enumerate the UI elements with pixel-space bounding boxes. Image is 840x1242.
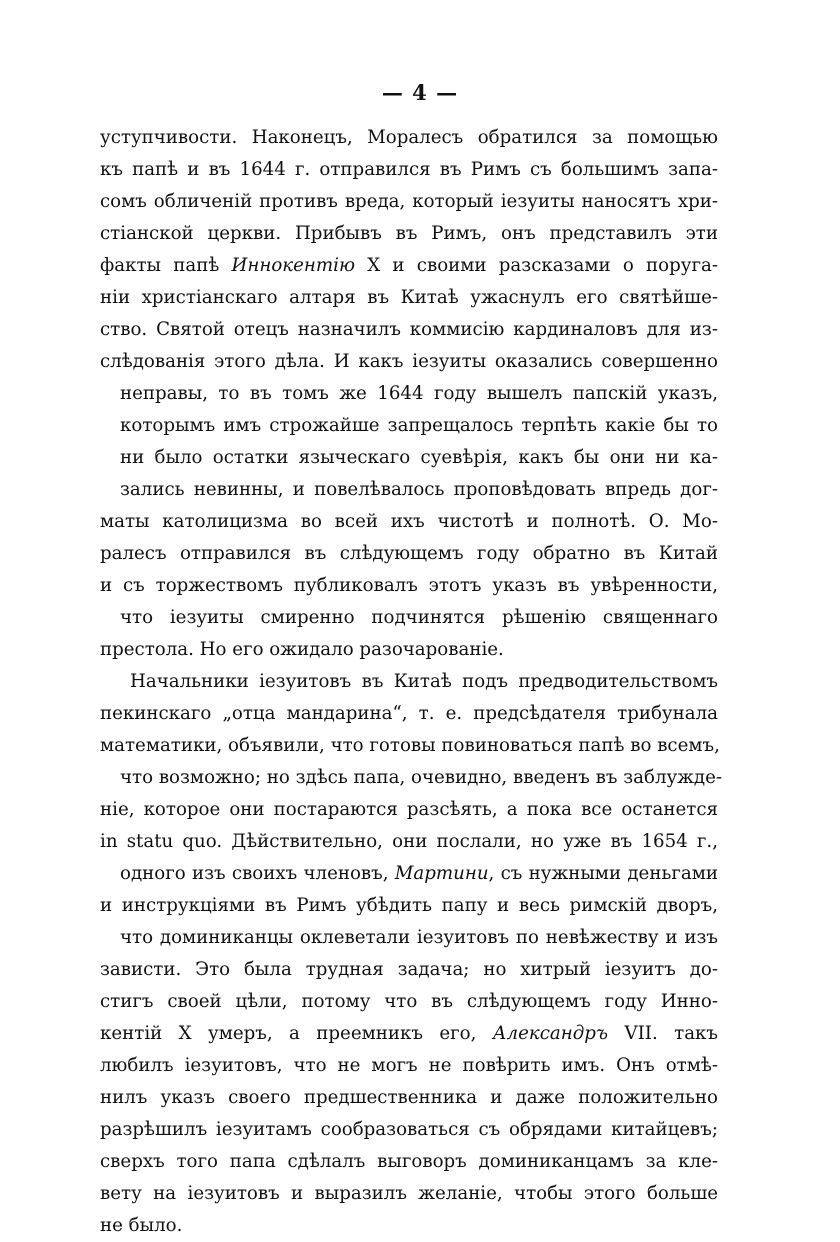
text-line: ралесъ отправился въ слѣдующемъ году обратно въ Китай xyxy=(100,543,718,564)
text-line: сверхъ того папа сдѣлалъ выговоръ доминиканцамъ за кле- xyxy=(100,1151,718,1172)
text-line: Начальники іезуитовъ въ Китаѣ подъ предводительствомъ xyxy=(130,671,718,692)
text-line: пекинскаго „отца мандарина“, т. е. предсѣдателя трибунала xyxy=(100,703,718,724)
text-line: ніи христіанскаго алтаря въ Китаѣ ужаснулъ его святѣйше- xyxy=(100,287,718,308)
text-line: стіанской церкви. Прибывъ въ Римъ, онъ представилъ эти xyxy=(100,223,718,244)
text-line: ство. Святой отецъ назначилъ коммисію кардиналовъ для из- xyxy=(100,319,718,340)
text-line: слѣдованія этого дѣла. И какъ іезуиты оказались совершенно xyxy=(100,351,718,372)
paragraph-2 xyxy=(100,666,723,1242)
text-line: зались невинны, и повелѣвалось проповѣдовать впредь дог- xyxy=(120,479,718,500)
text-line: ни было остатки языческаго суевѣрія, какъ бы они ни ка- xyxy=(120,447,718,468)
text-line: зависти. Это была трудная задача; но хитрый іезуитъ до- xyxy=(100,959,718,980)
text-line: неправы, то въ томъ же 1644 году вышелъ папскій указъ, xyxy=(120,383,718,404)
text-line: которымъ имъ строжайше запрещалось терпѣть какіе бы то xyxy=(120,415,718,436)
body-text xyxy=(100,122,723,1242)
italic-name-innocent: Иннокентію xyxy=(231,255,355,276)
text-line: къ папѣ и въ 1644 г. отправился въ Римъ съ большимъ запа- xyxy=(100,159,718,180)
text-line: и инструкціями въ Римъ убѣдить папу и весь римскій дворъ, xyxy=(100,895,718,916)
text-line: не было. xyxy=(100,1215,183,1236)
text-line: кентій X умеръ, а преемникъ его, Александръ VII. такъ xyxy=(100,1023,718,1044)
text-line: любилъ іезуитовъ, что не могъ не повѣрить имъ. Онъ отмѣ- xyxy=(100,1055,718,1076)
text-line: математики, объявили, что готовы повиноваться папѣ во всемъ, xyxy=(100,735,720,756)
text-line: факты папѣ Иннокентію X и своими разсказами о поруга- xyxy=(100,255,718,276)
page-number: — 4 — xyxy=(381,80,459,105)
text-line: сомъ обличеній противъ вреда, который іезуиты наносятъ хри- xyxy=(100,191,718,212)
text-line: уступчивости. Наконецъ, Моралесъ обратился за помощью xyxy=(100,127,718,148)
text-line: нилъ указъ своего предшественника и даже положительно xyxy=(100,1087,718,1108)
text-line: престола. Но его ожидало разочарованіе. xyxy=(100,639,504,660)
text-line: что доминиканцы оклеветали іезуитовъ по невѣжеству и изъ xyxy=(120,927,718,948)
text-line: маты католицизма во всей ихъ чистотѣ и полнотѣ. О. Мо- xyxy=(100,511,718,532)
text-line: вету на іезуитовъ и выразилъ желаніе, чтобы этого больше xyxy=(100,1183,718,1204)
text-line: одного изъ своихъ членовъ, Мартини, съ нужными деньгами xyxy=(120,863,718,884)
text-line: in statu quo. Дѣйствительно, они послали, но уже въ 1654 г., xyxy=(100,831,718,852)
paragraph-1 xyxy=(100,122,718,666)
italic-name-martini: Мартини xyxy=(394,863,489,884)
text-line: что іезуиты смиренно подчинятся рѣшенію священнаго xyxy=(120,607,718,628)
text-line: стигъ своей цѣли, потому что въ слѣдующемъ году Инно- xyxy=(100,991,718,1012)
text-line: и съ торжествомъ публиковалъ этотъ указъ въ увѣренности, xyxy=(100,575,718,596)
text-line: ніе, которое они постараются разсѣять, а пока все останется xyxy=(100,799,718,820)
text-line: что возможно; но здѣсь папа, очевидно, введенъ въ заблужде- xyxy=(120,767,723,788)
text-line: разрѣшилъ іезуитамъ сообразоваться съ обрядами китайцевъ; xyxy=(100,1119,718,1140)
italic-name-alexander: Александръ xyxy=(492,1023,609,1044)
